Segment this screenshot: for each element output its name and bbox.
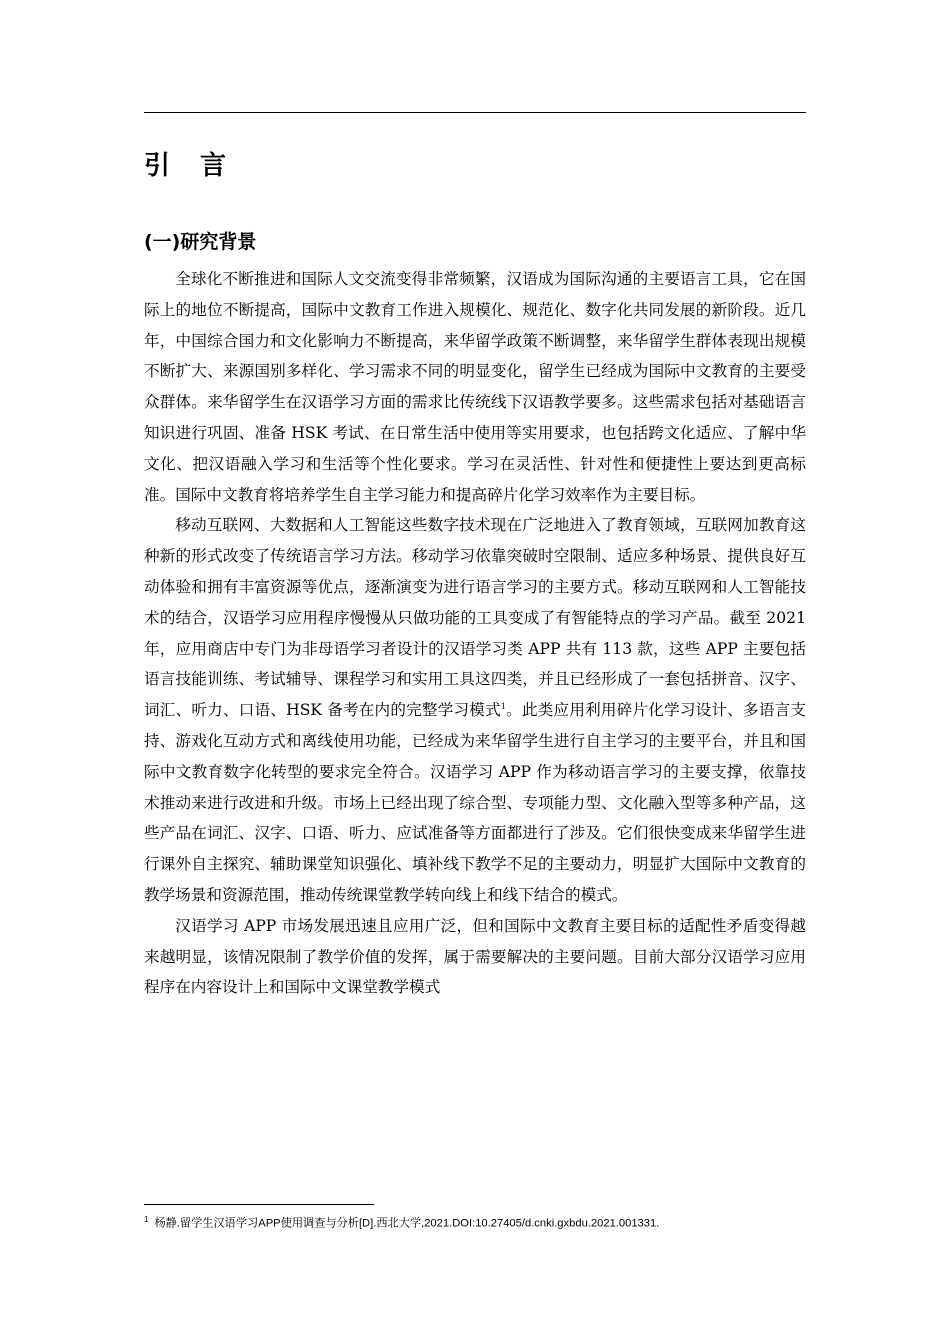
paragraph-2-part-2: 。此类应用利用碎片化学习设计、多语言支持、游戏化互动方式和离线使用功能，已经成为来华留学生进行自主学习的主要平台，并且和国际中文教育数字化转型的要求完全符合。汉语学习 APP 作为移动语言学习的主要支撑，依靠技术推动来进行改进和升级。市场上已经出现了综合型、专项能力型、文化融入型等多种产品，这些产品在词汇、汉字、口语、听力、应试准备等方面都进行了涉及。它们很快变成来华留学生进行课外自主探究、辅助课堂知识强化、填补线下教学不足的主要动力，明显扩大国际中文教育的教学场景和资源范围，推动传统课堂教学转向线上和线下结合的模式。 (144, 701, 806, 904)
paragraph-1: 全球化不断推进和国际人文交流变得非常频繁，汉语成为国际沟通的主要语言工具，它在国际上的地位不断提高，国际中文教育工作进入规模化、规范化、数字化共同发展的新阶段。近几年，中国综合国力和文化影响力不断提高，来华留学政策不断调整，来华留学生群体表现出规模不断扩大、来源国别多样化、学习需求不同的明显变化，留学生已经成为国际中文教育的主要受众群体。来华留学生在汉语学习方面的需求比传统线下汉语教学要多。这些需求包括对基础语言知识进行巩固、准备 HSK 考试、在日常生活中使用等实用要求，也包括跨文化适应、了解中华文化、把汉语融入学习和生活等个性化要求。学习在灵活性、针对性和便捷性上要达到更高标准。国际中文教育将培养学生自主学习能力和提高碎片化学习效率作为主要目标。 (144, 270, 806, 504)
paragraph-2 (144, 510, 806, 910)
footnote-text: 杨静.留学生汉语学习APP使用调查与分析[D].西北大学,2021.DOI:10.27405/d.cnki.gxbdu.2021.001331. (154, 1217, 660, 1230)
footnote-separator (144, 1204, 374, 1205)
paragraph-2-part-1: 移动互联网、大数据和人工智能这些数字技术现在广泛地进入了教育领域，互联网加教育这种新的形式改变了传统语言学习方法。移动学习依靠突破时空限制、适应多种场景、提供良好互动体验和拥有丰富资源等优点，逐渐演变为进行语言学习的主要方式。移动互联网和人工智能技术的结合，汉语学习应用程序慢慢从只做功能的工具变成了有智能特点的学习产品。截至 2021 年，应用商店中专门为非母语学习者设计的汉语学习类 APP 共有 113 款，这些 APP 主要包括语言技能训练、考试辅导、课程学习和实用工具这四类，并且已经形成了一套包括拼音、汉字、词汇、听力、口语、HSK 备考在内的完整学习模式 (144, 516, 806, 720)
footnote (144, 1212, 806, 1232)
body-text (144, 264, 806, 1003)
section-heading: (一)研究背景 (144, 231, 257, 253)
chapter-title: 引言 (144, 151, 257, 181)
footnote-reference[interactable]: 1 (500, 701, 506, 711)
paragraph-3: 汉语学习 APP 市场发展迅速且应用广泛，但和国际中文教育主要目标的适配性矛盾变得越来越明显，该情况限制了教学价值的发挥，属于需要解决的主要问题。目前大部分汉语学习应用程序在内容设计上和国际中文课堂教学模式 (144, 916, 806, 997)
header-rule (144, 112, 806, 113)
footnote-mark: 1 (144, 1215, 149, 1224)
